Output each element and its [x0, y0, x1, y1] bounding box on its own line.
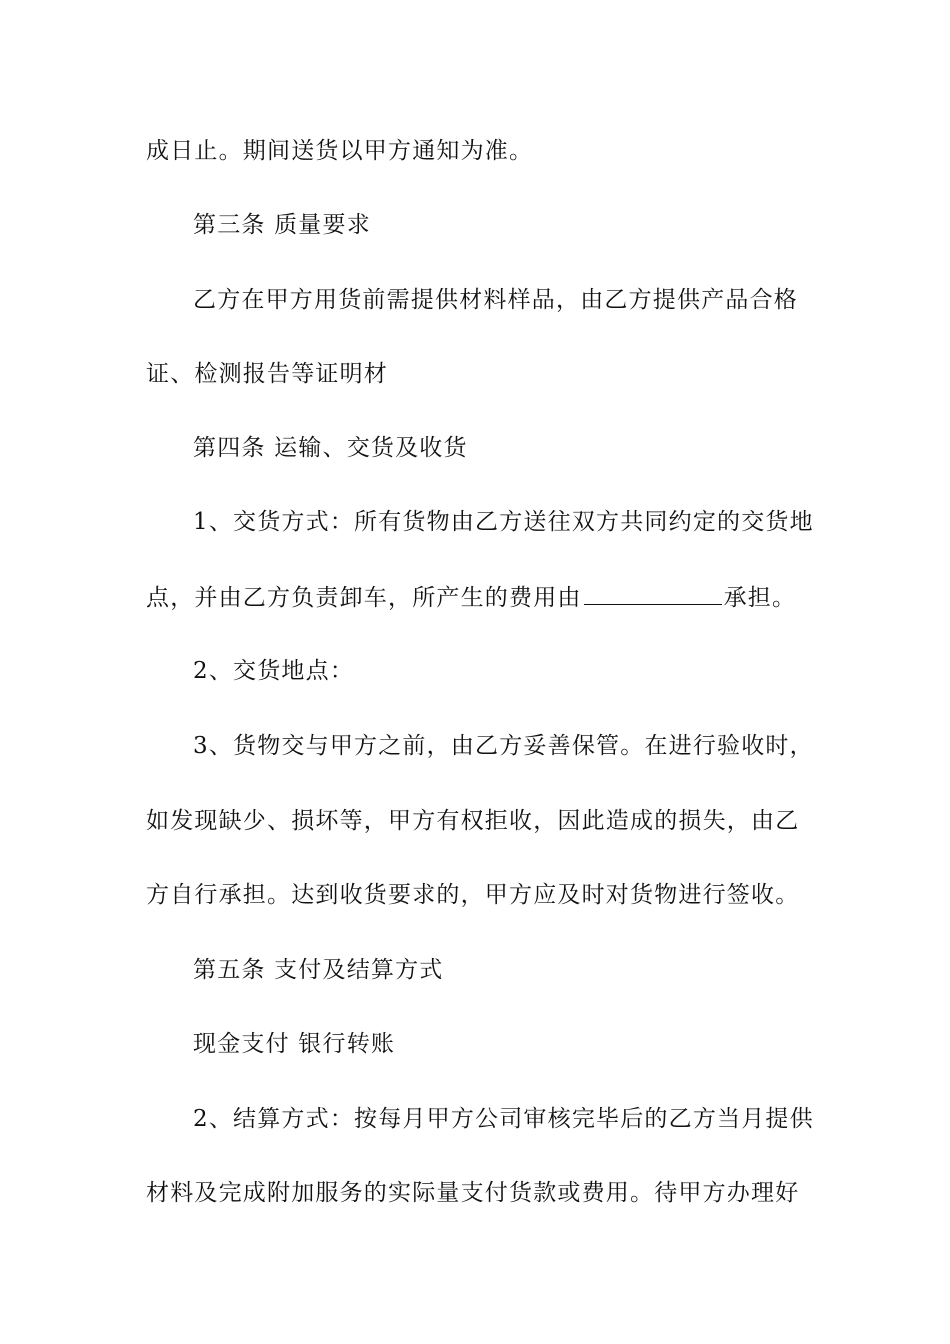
paragraph-line: 1、交货方式：所有货物由乙方送往双方共同约定的交货地 — [193, 509, 814, 535]
section-heading-5: 第五条 支付及结算方式 — [193, 957, 444, 983]
paragraph-line: 证、检测报告等证明材 — [146, 361, 388, 387]
fill-in-blank — [584, 582, 722, 605]
paragraph-line: 现金支付 银行转账 — [193, 1031, 396, 1057]
section-heading-3: 第三条 质量要求 — [193, 212, 371, 238]
paragraph-line: 2、交货地点： — [193, 658, 355, 684]
section-heading-4: 第四条 运输、交货及收货 — [193, 435, 468, 461]
paragraph-line: 如发现缺少、损坏等，甲方有权拒收，因此造成的损失，由乙 — [146, 808, 800, 834]
paragraph-line: 2、结算方式：按每月甲方公司审核完毕后的乙方当月提供 — [193, 1106, 814, 1132]
paragraph-line-with-blank — [146, 582, 816, 613]
line-text-before-blank: 点，并由乙方负责卸车，所产生的费用由 — [146, 585, 582, 611]
line-text-after-blank: 承担。 — [723, 585, 797, 611]
paragraph-line: 乙方在甲方用货前需提供材料样品，由乙方提供产品合格 — [193, 287, 798, 313]
paragraph-line: 成日止。期间送货以甲方通知为准。 — [146, 138, 534, 164]
paragraph-line: 材料及完成附加服务的实际量支付货款或费用。待甲方办理好 — [146, 1180, 800, 1206]
paragraph-line: 3、货物交与甲方之前，由乙方妥善保管。在进行验收时， — [193, 733, 814, 759]
paragraph-line: 方自行承担。达到收货要求的，甲方应及时对货物进行签收。 — [146, 882, 800, 908]
